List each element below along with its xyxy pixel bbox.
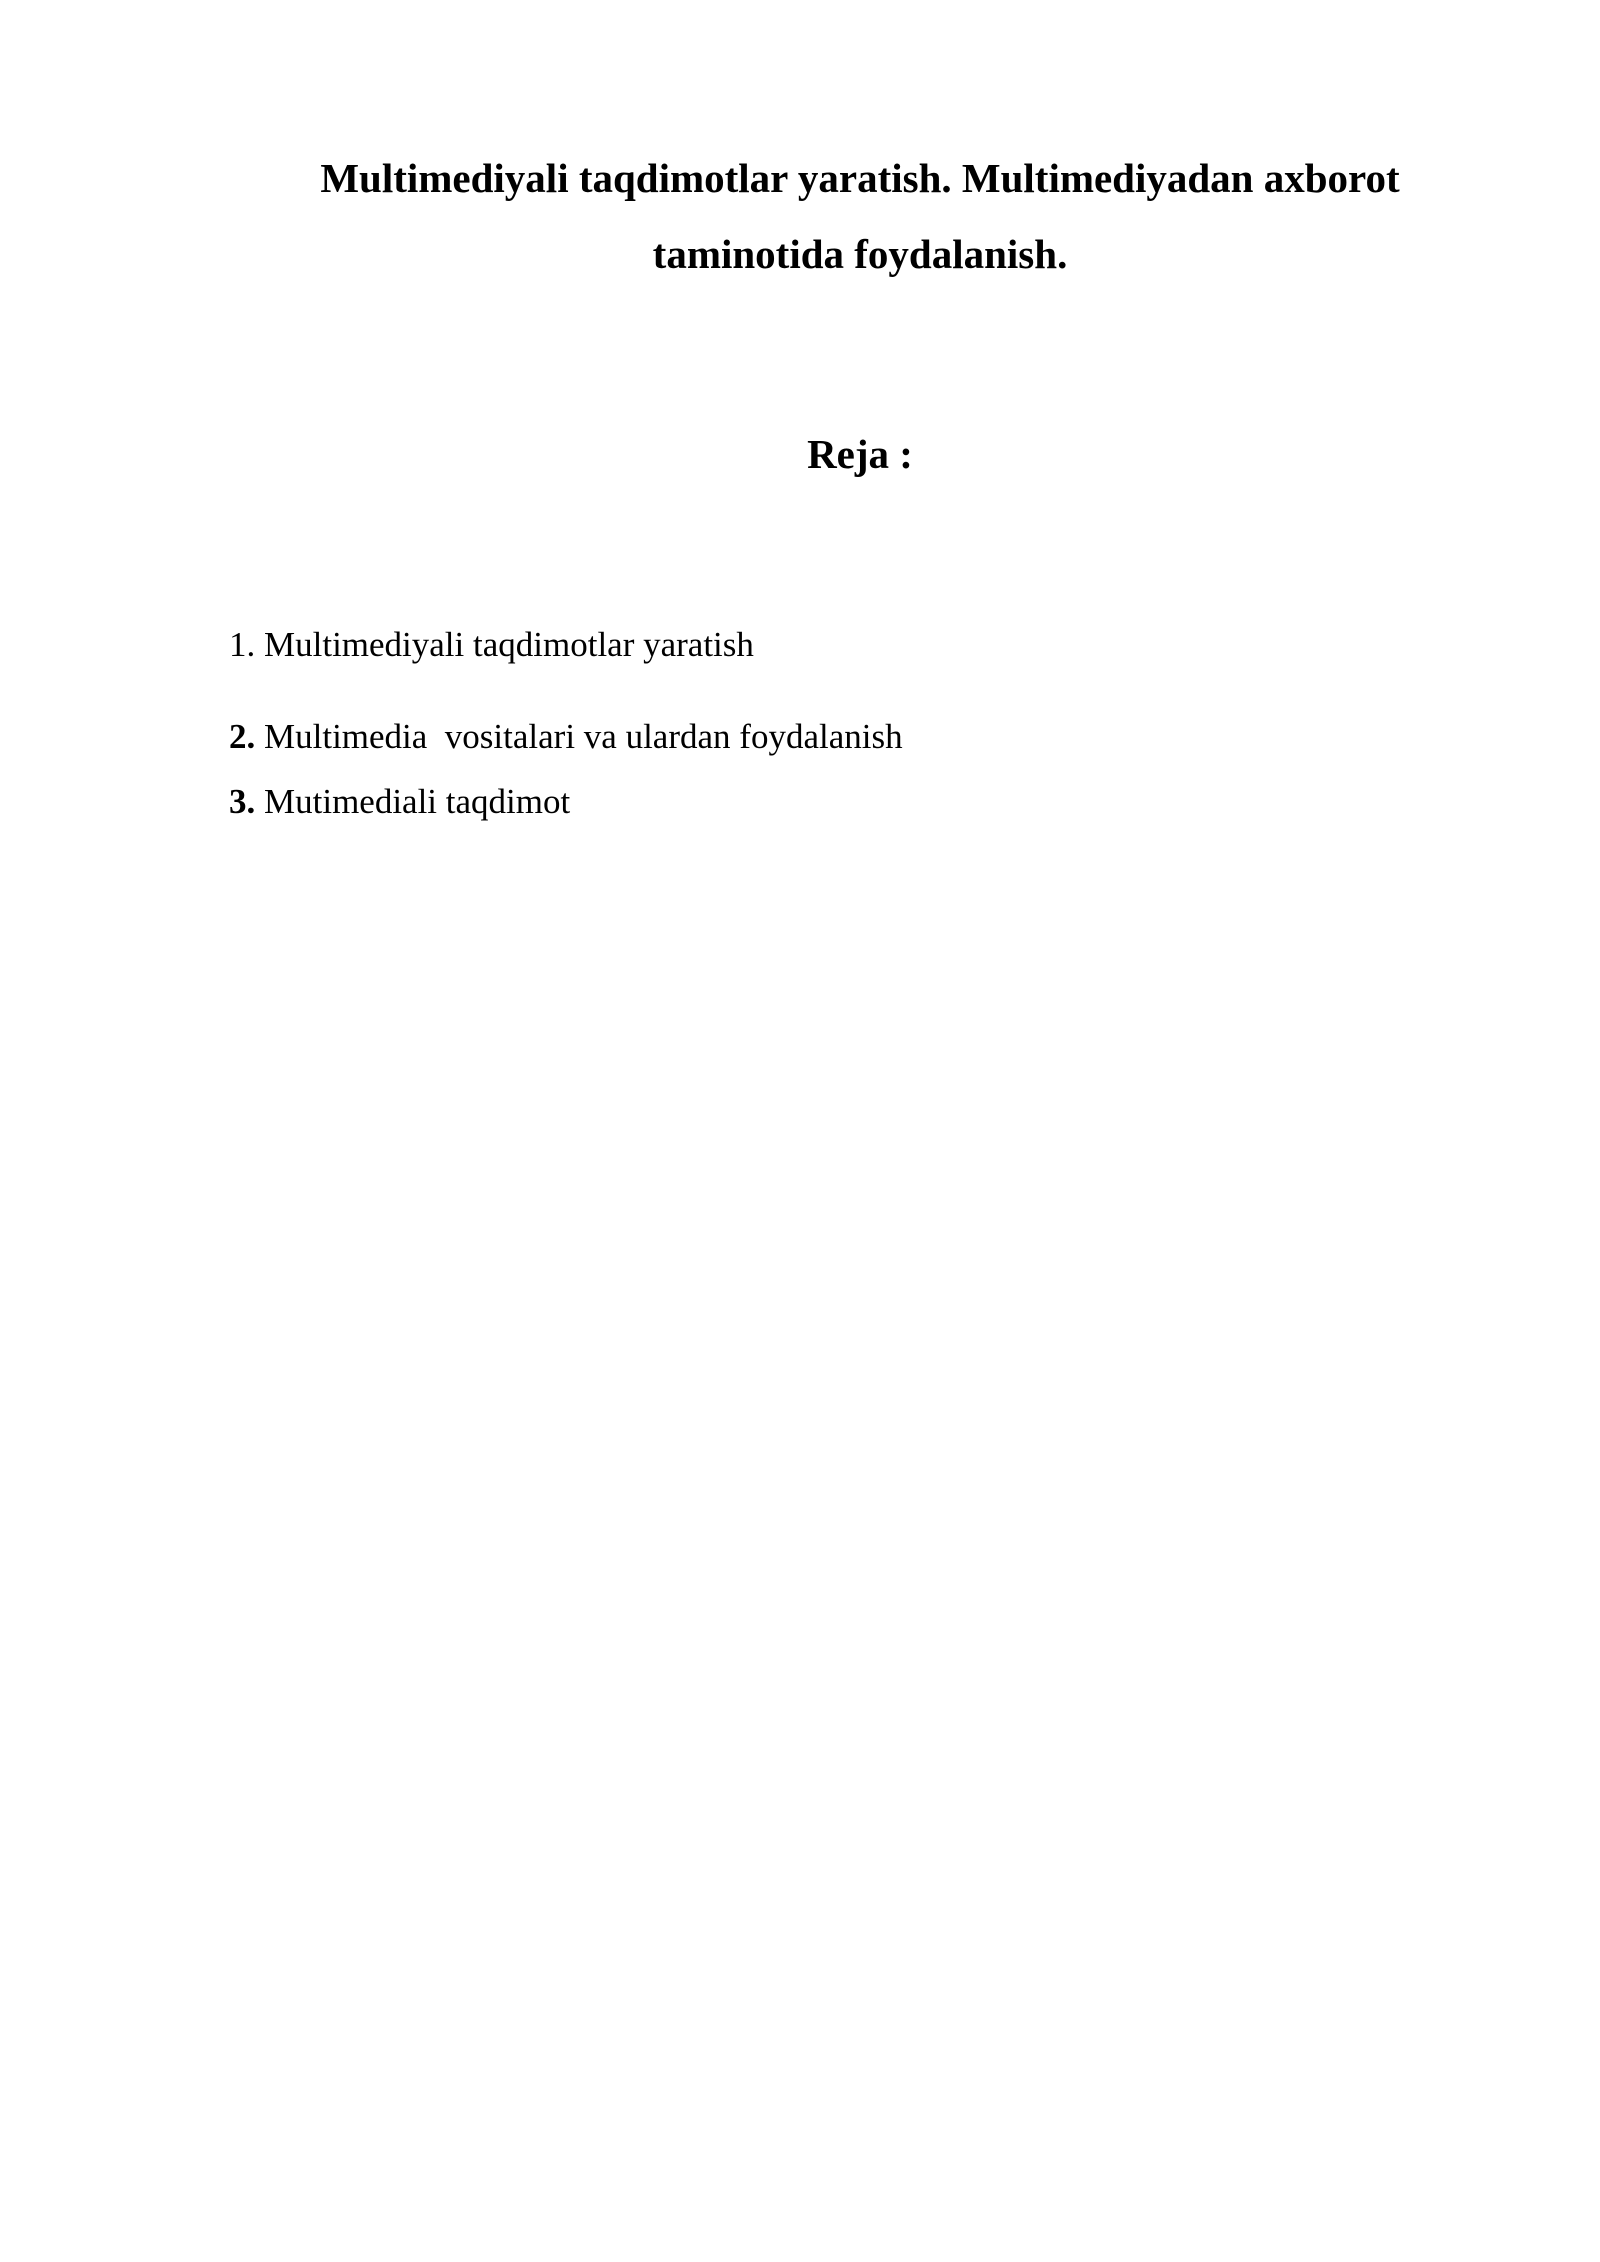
- plan-item-2: [229, 712, 903, 762]
- plan-item-number: 3.: [229, 782, 256, 821]
- plan-item-number: 1.: [229, 625, 256, 664]
- plan-heading: Reja :: [807, 431, 913, 477]
- title-line-2: taminotida foydalanish.: [652, 231, 1068, 277]
- title-line-1: Multimediyali taqdimotlar yaratish. Multimediyadan axborot: [320, 155, 1400, 201]
- plan-item-number: 2.: [229, 717, 256, 756]
- plan-item-text: Mutimediali taqdimot: [255, 782, 571, 821]
- plan-item-text: Multimedia vositalari va ulardan foydalanish: [255, 717, 903, 756]
- plan-item-3: [229, 777, 570, 827]
- plan-item-text: Multimediyali taqdimotlar yaratish: [255, 625, 754, 664]
- plan-item-1: [229, 620, 754, 670]
- document-title: [230, 140, 1490, 292]
